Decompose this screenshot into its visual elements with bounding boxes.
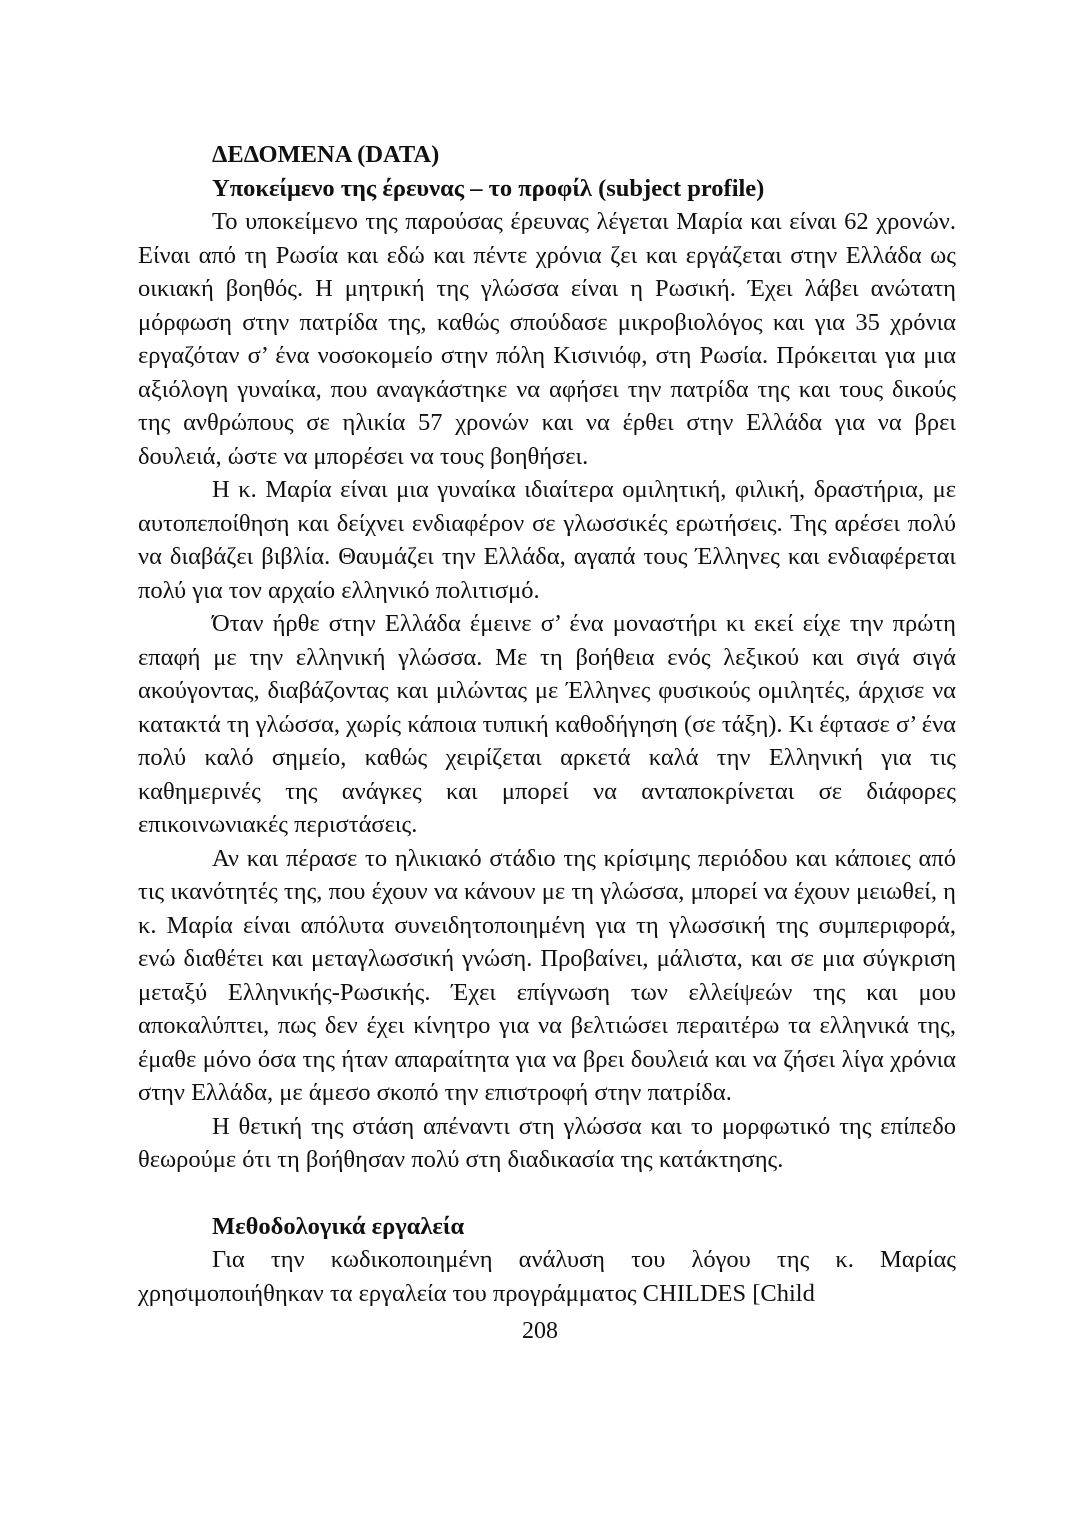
paragraph-language-acquisition: Όταν ήρθε στην Ελλάδα έμεινε σ’ ένα μοναστήρι κι εκεί είχε την πρώτη επαφή με την ελληνική γλώσσα. Με τη βοήθεια ενός λεξικού και σιγά σιγά ακούγοντας, διαβάζοντας και μιλώντας με Έλληνες φυσικούς ομιλητές, άρχισε να κατακτά τη γλώσσα, χωρίς κάποια τυπική καθοδήγηση (σε τάξη). Κι έφτασε σ’ ένα πολύ καλό σημείο, καθώς χειρίζεται αρκετά καλά την Ελληνική για τις καθημερινές της ανάγκες και μπορεί να ανταποκρίνεται σε διάφορες επικοινωνιακές περιστάσεις. <box>138 610 956 838</box>
paragraph-personality: Η κ. Μαρία είναι μια γυναίκα ιδιαίτερα ομιλητική, φιλική, δραστήρια, με αυτοπεποίθηση και δείχνει ενδιαφέρον σε γλωσσικές ερωτήσεις. Της αρέσει πολύ να διαβάζει βιβλία. Θαυμάζει την Ελλάδα, αγαπά τους Έλληνες και ενδιαφέρεται πολύ για τον αρχαίο ελληνικό πολιτισμό. <box>138 476 956 604</box>
paragraph-critical-period: Αν και πέρασε το ηλικιακό στάδιο της κρίσιμης περιόδου και κάποιες από τις ικανότητές της, που έχουν να κάνουν με τη γλώσσα, μπορεί να έχουν μειωθεί, η κ. Μαρία είναι απόλυτα συνειδητοποιημένη για τη γλωσσική της συμπεριφορά, ενώ διαθέτει και μεταγλωσσική γνώση. Προβαίνει, μάλιστα, και σε μια σύγκριση μεταξύ Ελληνικής-Ρωσικής. Έχει επίγνωση των ελλείψεών της και μου αποκαλύπτει, πως δεν έχει κίνητρο για να βελτιώσει περαιτέρω τα ελληνικά της, έμαθε μόνο όσα της ήταν απαραίτητα για να βρει δουλειά και να ζήσει λίγα χρόνια στην Ελλάδα, με άμεσο σκοπό την επιστροφή στην πατρίδα. <box>138 844 956 1106</box>
section-heading-data: ΔΕΔΟΜΕΝΑ (DATA) <box>212 141 440 168</box>
document-page <box>138 138 956 1310</box>
paragraph-attitude: Η θετική της στάση απέναντι στη γλώσσα και το μορφωτικό της επίπεδο θεωρούμε ότι τη βοήθησαν πολύ στη διαδικασία της κατάκτησης. <box>138 1112 956 1173</box>
paragraph-methods: Για την κωδικοποιημένη ανάλυση του λόγου της κ. Μαρίας χρησιμοποιήθηκαν τα εργαλεία του προγράμματος CHILDES [Child <box>138 1246 956 1307</box>
page-number: 208 <box>522 1318 558 1344</box>
subsection-heading-profile: Υποκείμενο της έρευνας – το προφίλ (subject profile) <box>212 174 765 202</box>
section-spacer <box>138 1177 956 1210</box>
subsection-heading-methods: Μεθοδολογικά εργαλεία <box>212 1212 465 1240</box>
paragraph-subject-intro: Το υποκείμενο της παρούσας έρευνας λέγεται Μαρία και είναι 62 χρονών. Είναι από τη Ρωσία και εδώ και πέντε χρόνια ζει και εργάζεται στην Ελλάδα ως οικιακή βοηθός. Η μητρική της γλώσσα είναι η Ρωσική. Έχει λάβει ανώτατη μόρφωση στην πατρίδα της, καθώς σπούδασε μικροβιολόγος και για 35 χρόνια εργαζόταν σ’ ένα νοσοκομείο στην πόλη Κισινιόφ, στη Ρωσία. Πρόκειται για μια αξιόλογη γυναίκα, που αναγκάστηκε να αφήσει την πατρίδα της και τους δικούς της ανθρώπους σε ηλικία 57 χρονών και να έρθει στην Ελλάδα για να βρει δουλειά, ώστε να μπορέσει να τους βοηθήσει. <box>138 208 956 470</box>
